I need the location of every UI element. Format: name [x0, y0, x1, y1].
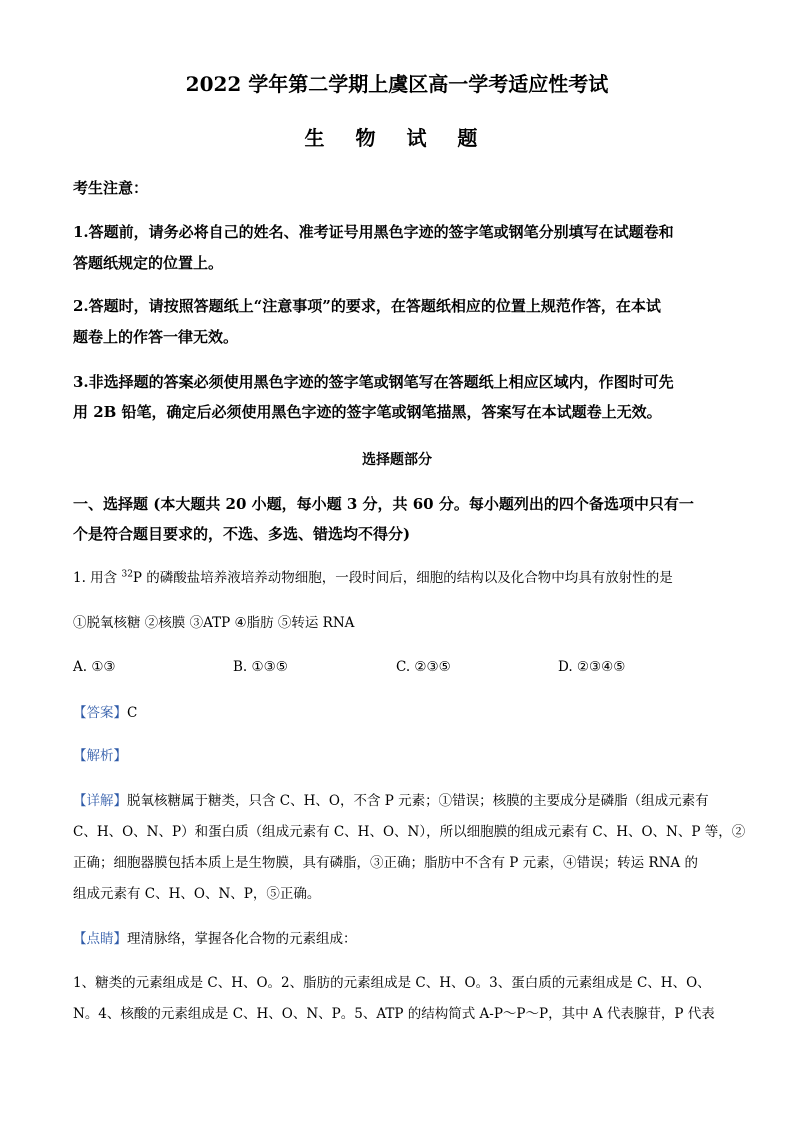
notice-item-1-line-2: 答题纸规定的位置上。: [73, 254, 224, 272]
notice-item-2-line-2: 题卷上的作答一律无效。: [73, 328, 239, 346]
notice-heading: 考生注意：: [73, 179, 149, 197]
option-c: C. ②③⑤: [396, 659, 451, 675]
notice-item-1-line-1: 1.答题前，请务必将自己的姓名、准考证号用黑色字迹的签字笔或钢笔分别填写在试题卷和: [73, 223, 674, 241]
option-b: B. ①③⑤: [233, 659, 288, 675]
section-part-title: 选择题部分: [362, 452, 432, 468]
question-1-stem-suffix: P 的磷酸盐培养液培养动物细胞，一段时间后，细胞的结构以及化合物中均具有放射性的是: [132, 570, 673, 586]
answer-line: [73, 703, 137, 723]
tip-line: [73, 929, 357, 949]
question-1-stem-prefix: 1. 用含: [73, 570, 122, 586]
question-1-stem: [73, 568, 673, 588]
analysis-line: [73, 746, 127, 766]
notice-item-3-line-1: 3.非选择题的答案必须使用黑色字迹的签字笔或钢笔写在答题纸上相应区域内，作图时可先: [73, 373, 674, 391]
section-heading-line-2: 个是符合题目要求的，不选、多选、错选均不得分): [73, 525, 411, 543]
exam-subtitle: 生 物 试 题: [304, 126, 490, 150]
isotope-superscript: 32: [121, 569, 133, 580]
option-d: D. ②③④⑤: [558, 659, 626, 675]
analysis-tag: 【解析】: [73, 748, 127, 764]
option-a: A. ①③: [73, 659, 116, 675]
detail-text-1: 脱氧核糖属于糖类，只含 C、H、O，不含 P 元素；①错误；核膜的主要成分是磷脂（组成元素有: [127, 793, 709, 809]
tip-detail-line-2: N。4、核酸的元素组成是 C、H、O、N、P。5、ATP 的结构简式 A-P～P～P，其中 A 代表腺苷，P 代表: [73, 1006, 715, 1022]
notice-item-3-line-2: 用 2B 铅笔，确定后必须使用黑色字迹的签字笔或钢笔描黑，答案写在本试题卷上无效。: [73, 403, 662, 421]
tip-detail-line-1: 1、糖类的元素组成是 C、H、O。2、脂肪的元素组成是 C、H、O。3、蛋白质的元素组成是 C、H、O、: [73, 975, 711, 991]
detail-line-1: [73, 791, 709, 811]
tip-text: 理清脉络，掌握各化合物的元素组成：: [127, 931, 357, 947]
exam-title: 2022 学年第二学期上虞区高一学考适应性考试: [185, 72, 609, 96]
question-1-items: ①脱氧核糖 ②核膜 ③ATP ④脂肪 ⑤转运 RNA: [73, 615, 355, 631]
detail-line-4: 组成元素有 C、H、O、N、P，⑤正确。: [73, 886, 321, 902]
section-heading-line-1: 一、选择题 (本大题共 20 小题，每小题 3 分，共 60 分。每小题列出的四个备选项中只有一: [73, 495, 694, 513]
detail-line-2: C、H、O、N、P）和蛋白质（组成元素有 C、H、O、N），所以细胞膜的组成元素有 C、H、O、N、P 等，②: [73, 824, 746, 840]
notice-item-2-line-1: 2.答题时，请按照答题纸上“注意事项”的要求，在答题纸相应的位置上规范作答，在本试: [73, 297, 661, 315]
tip-tag: 【点睛】: [73, 931, 127, 947]
answer-tag: 【答案】: [73, 705, 127, 721]
detail-tag: 【详解】: [73, 793, 127, 809]
answer-value: C: [127, 705, 138, 721]
detail-line-3: 正确；细胞器膜包括本质上是生物膜，具有磷脂，③正确；脂肪中不含有 P 元素，④错误；转运 RNA 的: [73, 855, 698, 871]
